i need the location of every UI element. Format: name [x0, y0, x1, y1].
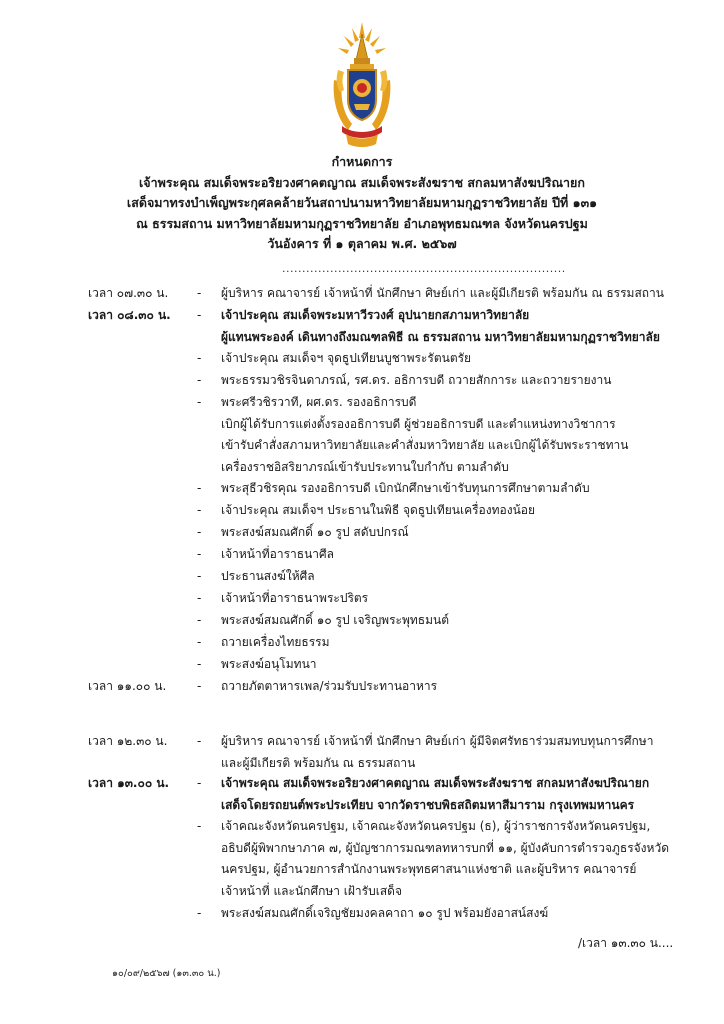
header-line-2: เสด็จมาทรงบำเพ็ญพระกุศลคล้ายวันสถาปนามหาวิทยาลัยมหามกุฏราชวิทยาลัย ปีที่ ๑๓๑ — [126, 195, 598, 210]
schedule-text-line: เบิกผู้ได้รับการแต่งตั้งรองอธิการบดี ผู้ช่วยอธิการบดี และตำแหน่งทางวิชาการ — [221, 416, 616, 431]
schedule-text-line: อธิบดีผู้พิพากษาภาค ๗, ผู้บัญชาการมณฑลทหารบกที่ ๑๑, ผู้บังคับการตำรวจภูธรจังหวัด — [221, 840, 669, 855]
schedule-dash: - — [197, 373, 202, 387]
schedule-text — [221, 544, 691, 566]
schedule-text — [221, 348, 691, 370]
schedule-dash: - — [197, 569, 202, 583]
schedule-text-line: ผู้แทนพระองค์ เดินทางถึงมณฑลพิธี ณ ธรรมสถาน มหาวิทยาลัยมหามกุฏราชวิทยาลัย — [221, 329, 660, 344]
schedule-text — [221, 610, 691, 632]
schedule-text-line: พระสงฆ์สมณศักดิ์ ๑๐ รูป เจริญพระพุทธมนต์ — [221, 613, 450, 627]
schedule-dash: - — [197, 657, 202, 671]
schedule-text — [221, 478, 691, 500]
schedule-dash: - — [197, 286, 202, 300]
schedule-text-line: นครปฐม, ผู้อำนวยการสำนักงานพระพุทธศาสนาแห่งชาติ และผู้บริหาร คณาจารย์ — [221, 862, 637, 876]
schedule-text-line: พระธรรมวชิรจินดาภรณ์, รศ.ดร. อธิการบดี ถวายสักการะ และถวายรายงาน — [221, 373, 612, 387]
header-line-4: วันอังคาร ที่ ๑ ตุลาคม พ.ศ. ๒๕๖๗ — [267, 236, 457, 251]
document-header — [0, 152, 724, 255]
university-emblem-logo — [328, 20, 396, 148]
schedule-text — [221, 283, 691, 305]
document-date-stamp: ๑๐/๐๙/๒๕๖๗ (๑๓.๓๐ น.) — [112, 968, 221, 979]
document-title: กำหนดการ — [331, 154, 393, 169]
schedule-text-line: เจ้าคณะจังหวัดนครปฐม, เจ้าคณะจังหวัดนครปฐม (ธ), ผู้ว่าราชการจังหวัดนครปฐม, — [221, 819, 651, 833]
schedule-time: เวลา ๐๗.๓๐ น. — [88, 286, 169, 300]
schedule-time: เวลา ๑๑.๐๐ น. — [88, 679, 167, 693]
schedule-text — [221, 816, 691, 902]
schedule-text-line: ถวายเครื่องไทยธรรม — [221, 635, 330, 649]
schedule-text-line: พระสงฆ์สมณศักดิ์เจริญชัยมงคลคาถา ๑๐ รูป พร้อมยังอาสน์สงฆ์ — [221, 906, 549, 920]
schedule-dash: - — [197, 481, 202, 495]
schedule-dash: - — [197, 819, 202, 833]
schedule-text — [221, 731, 691, 774]
schedule-text-line: ผู้บริหาร คณาจารย์ เจ้าหน้าที่ นักศึกษา ศิษย์เก่า ผู้มีจิตศรัทธาร่วมสมทบทุนการศึกษา — [221, 734, 654, 748]
schedule-text — [221, 654, 691, 676]
schedule-text-line: เข้ารับคำสั่งสภามหาวิทยาลัยและคำสั่งมหาวิทยาลัย และเบิกผู้ได้รับพระราชทาน — [221, 438, 629, 452]
schedule-dash: - — [197, 308, 202, 322]
schedule-dash: - — [197, 635, 202, 649]
schedule-text-line: และผู้มีเกียรติ พร้อมกัน ณ ธรรมสถาน — [221, 755, 416, 770]
header-divider: ....................................................................... — [282, 262, 566, 275]
schedule-text-line: เจ้าหน้าที่อาราธนาศีล — [221, 547, 334, 561]
header-line-1: เจ้าพระคุณ สมเด็จพระอริยวงศาคตญาณ สมเด็จพระสังฆราช สกลมหาสังฆปริณายก — [139, 174, 585, 190]
schedule-text — [221, 500, 691, 522]
schedule-time: เวลา ๑๓.๐๐ น. — [88, 776, 170, 790]
schedule-text-line: พระสงฆ์สมณศักดิ์ ๑๐ รูป สดับปกรณ์ — [221, 525, 409, 539]
schedule-text-line: ผู้บริหาร คณาจารย์ เจ้าหน้าที่ นักศึกษา ศิษย์เก่า และผู้มีเกียรติ พร้อมกัน ณ ธรรมสถาน — [221, 286, 664, 300]
schedule-text-line: พระสงฆ์อนุโมทนา — [221, 657, 317, 671]
schedule-dash: - — [197, 395, 202, 409]
schedule-text-line: พระศรีวชิรวาที, ผศ.ดร. รองอธิการบดี — [221, 395, 417, 409]
schedule-text — [221, 392, 691, 478]
schedule-text-line: เจ้าประคุณ สมเด็จพระมหาวีรวงศ์ อุปนายกสภามหาวิทยาลัย — [221, 308, 530, 322]
schedule-text-line: เจ้าหน้าที่ และนักศึกษา เฝ้ารับเสด็จ — [221, 883, 402, 898]
schedule-text — [221, 566, 691, 588]
schedule-dash: - — [197, 525, 202, 539]
schedule-dash: - — [197, 591, 202, 605]
schedule-text-line: เจ้าพระคุณ สมเด็จพระอริยวงศาคตญาณ สมเด็จพระสังฆราช สกลมหาสังฆปริณายก — [221, 776, 650, 790]
schedule-text-line: ประธานสงฆ์ให้ศีล — [221, 569, 315, 583]
schedule-text — [221, 676, 691, 698]
schedule-text — [221, 903, 691, 925]
schedule-text — [221, 773, 691, 816]
schedule-time: เวลา ๑๒.๓๐ น. — [88, 734, 168, 748]
schedule-dash: - — [197, 906, 202, 920]
schedule-text-line: เจ้าประคุณ สมเด็จฯ ประธานในพิธี จุดธูปเทียนเครื่องทองน้อย — [221, 503, 536, 517]
schedule-text — [221, 370, 691, 392]
schedule-text — [221, 522, 691, 544]
schedule-dash: - — [197, 503, 202, 517]
schedule-text-line: เครื่องราชอิสริยาภรณ์เข้ารับประทานใบกำกับ ตามลำดับ — [221, 459, 509, 474]
schedule-dash: - — [197, 351, 202, 365]
schedule-text-line: เสด็จโดยรถยนต์พระประเทียบ จากวัดราชบพิธสถิตมหาสีมาราม กรุงเทพมหานคร — [221, 797, 635, 812]
schedule-dash: - — [197, 776, 202, 790]
schedule-dash: - — [197, 547, 202, 561]
schedule-text — [221, 588, 691, 610]
continued-note: /เวลา ๑๓.๓๐ น.... — [578, 936, 674, 950]
schedule-text-line: เจ้าประคุณ สมเด็จฯ จุดธูปเทียนบูชาพระรัตนตรัย — [221, 351, 472, 365]
schedule-dash: - — [197, 679, 202, 693]
schedule-dash: - — [197, 613, 202, 627]
schedule-time: เวลา ๐๘.๓๐ น. — [88, 308, 171, 322]
schedule-text-line: ถวายภัตตาหารเพล/ร่วมรับประทานอาหาร — [221, 679, 438, 693]
schedule-text-line: เจ้าหน้าที่อาราธนาพระปริตร — [221, 591, 369, 605]
schedule-dash: - — [197, 734, 202, 748]
schedule-text-line: พระสุธีวชิรคุณ รองอธิการบดี เบิกนักศึกษาเข้ารับทุนการศึกษาตามลำดับ — [221, 481, 590, 495]
header-line-3: ณ ธรรมสถาน มหาวิทยาลัยมหามกุฏราชวิทยาลัย อำเภอพุทธมณฑล จังหวัดนครปฐม — [136, 215, 588, 231]
schedule-text — [221, 305, 691, 348]
schedule-text — [221, 632, 691, 654]
